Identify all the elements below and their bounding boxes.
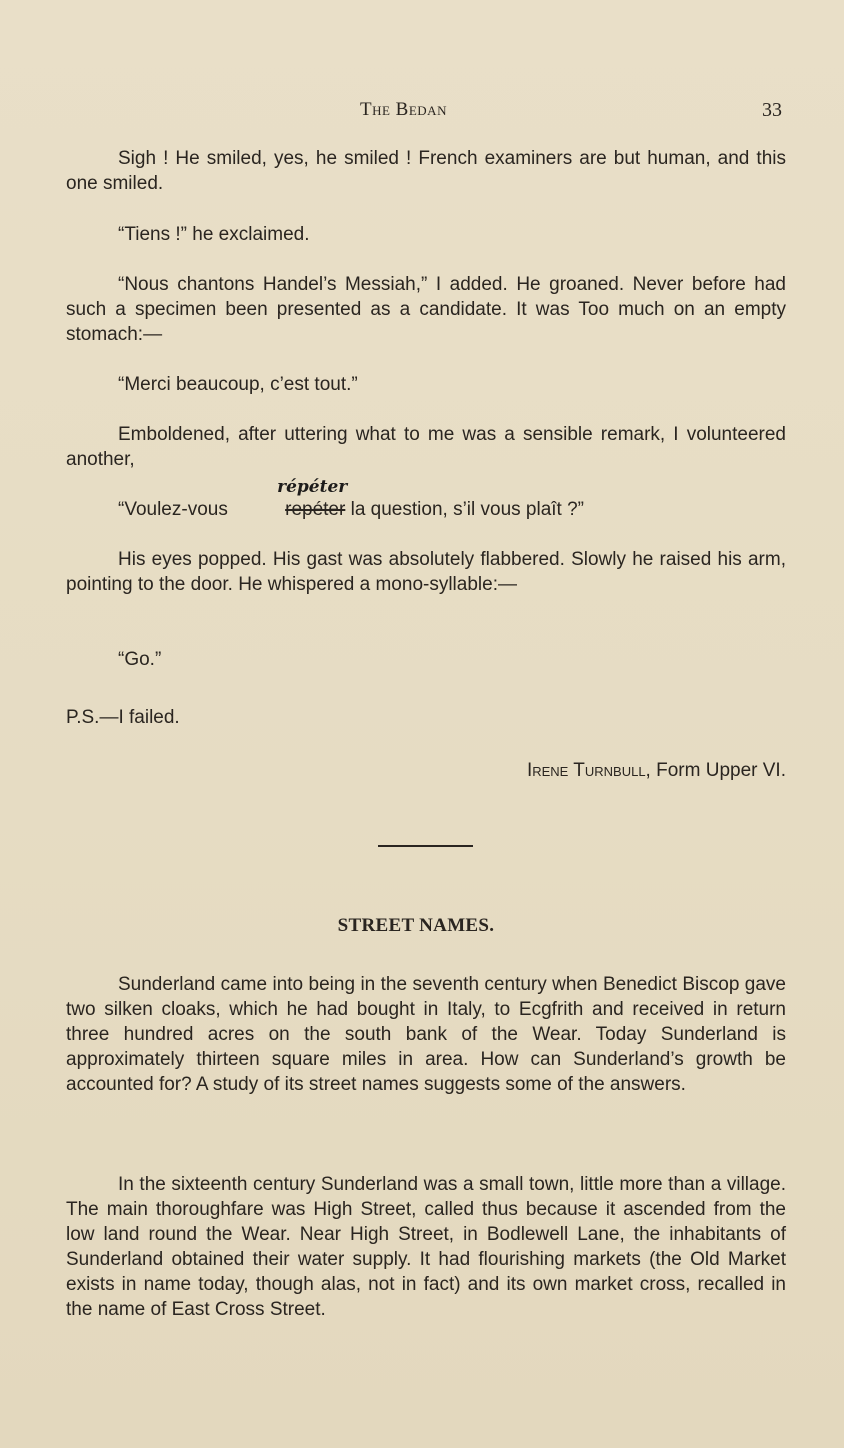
text-before-correction: “Voulez-vous — [118, 499, 234, 520]
story-paragraph-3: “Nous chantons Handel’s Messiah,” I added. He groaned. Never before had such a specimen been presented as a candidate. It was Too much on an empty stomach:— — [66, 274, 786, 345]
corrected-word — [233, 477, 348, 522]
story-paragraph-5: Emboldened, after uttering what to me was a sensible remark, I volunteered another, — [66, 424, 786, 470]
story-paragraph-8: “Go.” — [118, 649, 162, 670]
story-paragraph-2: “Tiens !” he exclaimed. — [118, 224, 310, 245]
story-postscript: P.S.—I failed. — [66, 707, 180, 728]
running-header-title: The Bedan — [360, 99, 447, 120]
story-paragraph-7: His eyes popped. His gast was absolutely flabbered. Slowly he raised his arm, pointing to the door. He whispered a mono-syllable:— — [66, 549, 786, 595]
page-number: 33 — [762, 99, 782, 121]
author-form: Form Upper VI. — [650, 760, 786, 781]
article-paragraph-2: In the sixteenth century Sunderland was a small town, little more than a village. The main thoroughfare was High Street, called thus because it ascended from the low land round the Wear. Near High Street, in Bodlewell Lane, the inhabitants of Sunderland obtained their water supply. It had flourishing markets (the Old Market exists in name today, though alas, not in fact) and its own market cross, recalled in the name of East Cross Street. — [66, 1174, 786, 1320]
story-paragraph-6 — [66, 477, 786, 522]
story-paragraph-1: Sigh ! He smiled, yes, he smiled ! French examiners are but human, and this one smiled. — [66, 148, 786, 194]
section-divider — [378, 845, 473, 847]
author-name: Irene Turnbull, — [526, 760, 651, 781]
story-signature — [527, 760, 786, 782]
article-title: STREET NAMES. — [337, 915, 495, 936]
struck-word: repéter — [285, 499, 346, 520]
article-paragraph-1: Sunderland came into being in the seventh century when Benedict Biscop gave two silken cloaks, which he had bought in Italy, to Ecgfrith and received in return three hundred acres on the south bank of the Wear. Today Sunderland is approximately thirteen square miles in area. How can Sunderland’s growth be accounted for? A study of its street names suggests some of the answers. — [66, 974, 786, 1095]
story-paragraph-4: “Merci beaucoup, c’est tout.” — [118, 374, 358, 395]
text-after-correction: la question, s’il vous plaît ?” — [345, 499, 585, 520]
handwritten-correction: répéter — [277, 477, 348, 497]
